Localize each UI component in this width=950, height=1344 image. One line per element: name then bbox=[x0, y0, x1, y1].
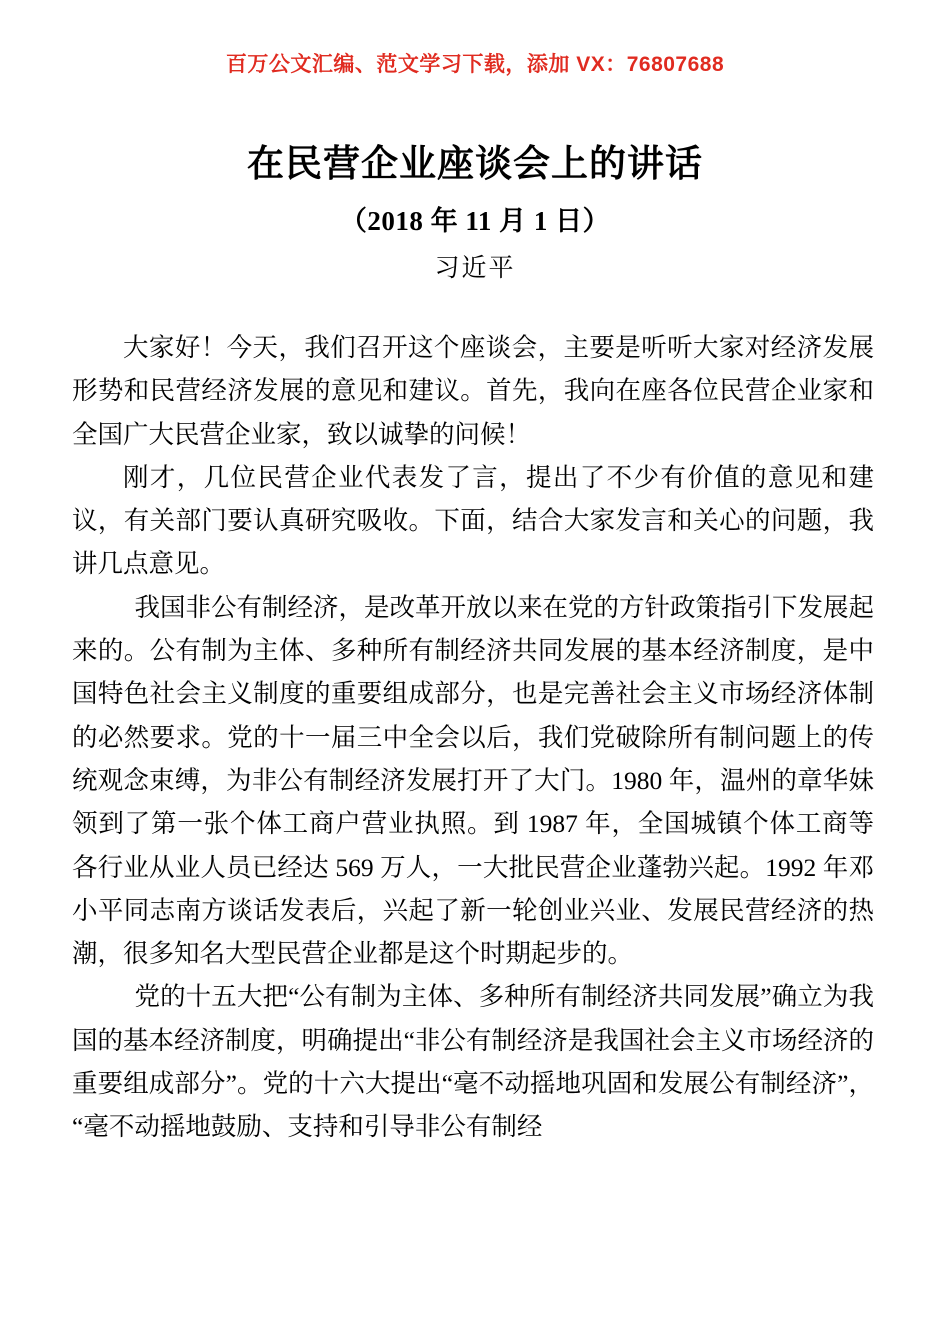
body-paragraph: 大家好！今天，我们召开这个座谈会，主要是听听大家对经济发展形势和民营经济发展的意见和建议。首先，我向在座各位民营企业家和全国广大民营企业家，致以诚挚的问候！ bbox=[72, 333, 874, 449]
title-block bbox=[0, 140, 950, 287]
document-date: （2018 年 11 月 1 日） bbox=[339, 205, 611, 236]
promo-header-watermark: 百万公文汇编、范文学习下载，添加 VX：76807688 bbox=[225, 53, 725, 76]
body-paragraph: 我国非公有制经济，是改革开放以来在党的方针政策指引下发展起来的。公有制为主体、多种所有制经济共同发展的基本经济制度，是中国特色社会主义制度的重要组成部分，也是完善社会主义市场经济体制的必然要求。党的十一届三中全会以后，我们党破除所有制问题上的传统观念束缚，为非公有制经济发展打开了大门。1980 年，温州的章华妹领到了第一张个体工商户营业执照。到 1987 年，全国城镇个体工商等各行业从业人员已经达 569 万人，一大批民营企业蓬勃兴起。1992 年邓小平同志南方谈话发表后，兴起了新一轮创业兴业、发展民营经济的热潮，很多知名大型民营企业都是这个时期起步的。 bbox=[72, 592, 874, 969]
document-body bbox=[72, 326, 874, 1149]
document-author: 习近平 bbox=[434, 255, 516, 283]
page-title: 在民营企业座谈会上的讲话 bbox=[247, 144, 703, 185]
body-paragraph: 党的十五大把“公有制为主体、多种所有制经济共同发展”确立为我国的基本经济制度，明确提出“非公有制经济是我国社会主义市场经济的重要组成部分”。党的十六大提出“毫不动摇地巩固和发展公有制经济”，“毫不动摇地鼓励、支持和引导非公有制经 bbox=[72, 982, 874, 1142]
body-paragraph: 刚才，几位民营企业代表发了言，提出了不少有价值的意见和建议，有关部门要认真研究吸收。下面，结合大家发言和关心的问题，我讲几点意见。 bbox=[72, 462, 874, 579]
